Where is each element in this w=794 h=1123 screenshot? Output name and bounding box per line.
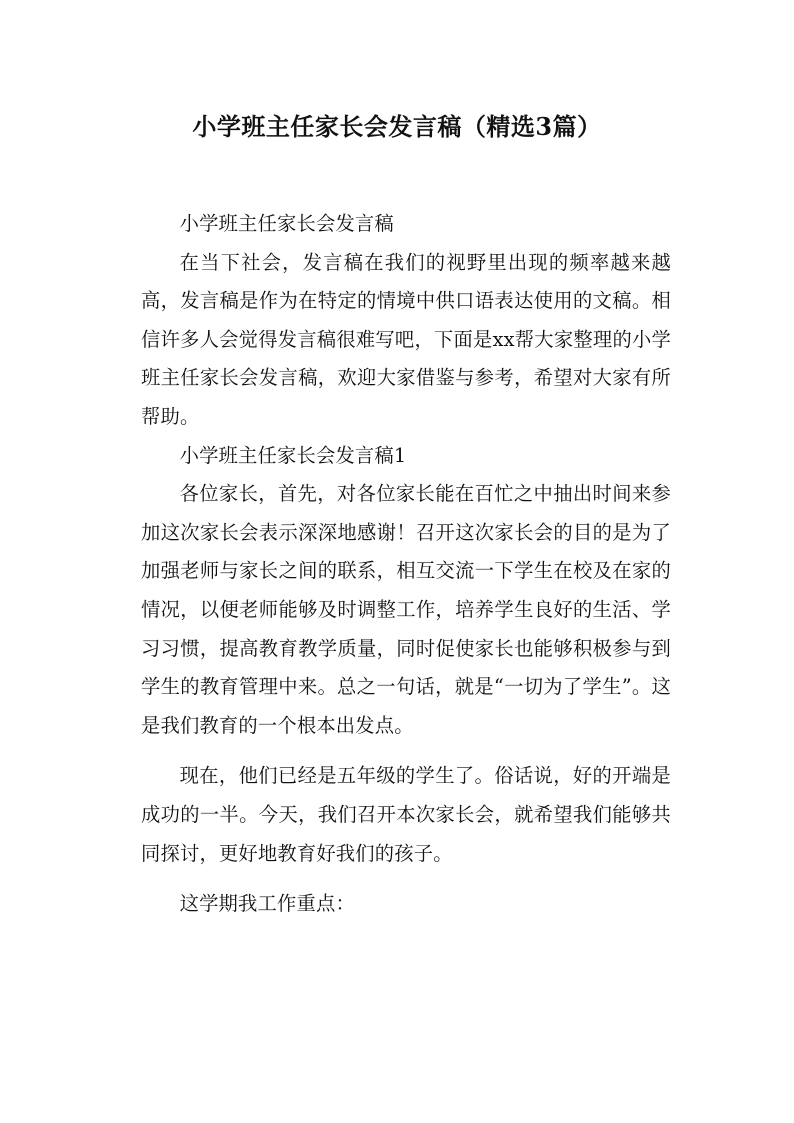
speech-heading-1: 小学班主任家长会发言稿1 xyxy=(179,443,407,467)
speech-paragraph-greeting: 各位家长，首先，对各位家长能在百忙之中抽出时间来参加这次家长会表示深深地感谢！召开这次家长会的目的是为了加强老师与家长之间的联系，相互交流一下学生在校及在家的情况，以便老师能够及时调整工作，培养学生良好的生活、学习习惯，提高教育教学质量，同时促使家长也能够积极参与到学生的教育管理中来。总之一句话，就是“一切为了学生”。这是我们教育的一个根本出发点。 xyxy=(141,482,671,737)
intro-paragraph: 在当下社会，发言稿在我们的视野里出现的频率越来越高，发言稿是作为在特定的情境中供口语表达使用的文稿。相信许多人会觉得发言稿很难写吧，下面是xx帮大家整理的小学班主任家长会发言稿，欢迎大家借鉴与参考，希望对大家有所帮助。 xyxy=(141,250,671,428)
document-body xyxy=(141,205,671,924)
speech-paragraph-focus: 这学期我工作重点： xyxy=(179,892,355,916)
document-title: 小学班主任家长会发言稿（精选3篇） xyxy=(192,112,602,141)
speech-paragraph-grade: 现在，他们已经是五年级的学生了。俗话说，好的开端是成功的一半。今天，我们召开本次家长会，就希望我们能够共同探讨，更好地教育好我们的孩子。 xyxy=(141,764,671,865)
section-heading: 小学班主任家长会发言稿 xyxy=(179,212,394,235)
